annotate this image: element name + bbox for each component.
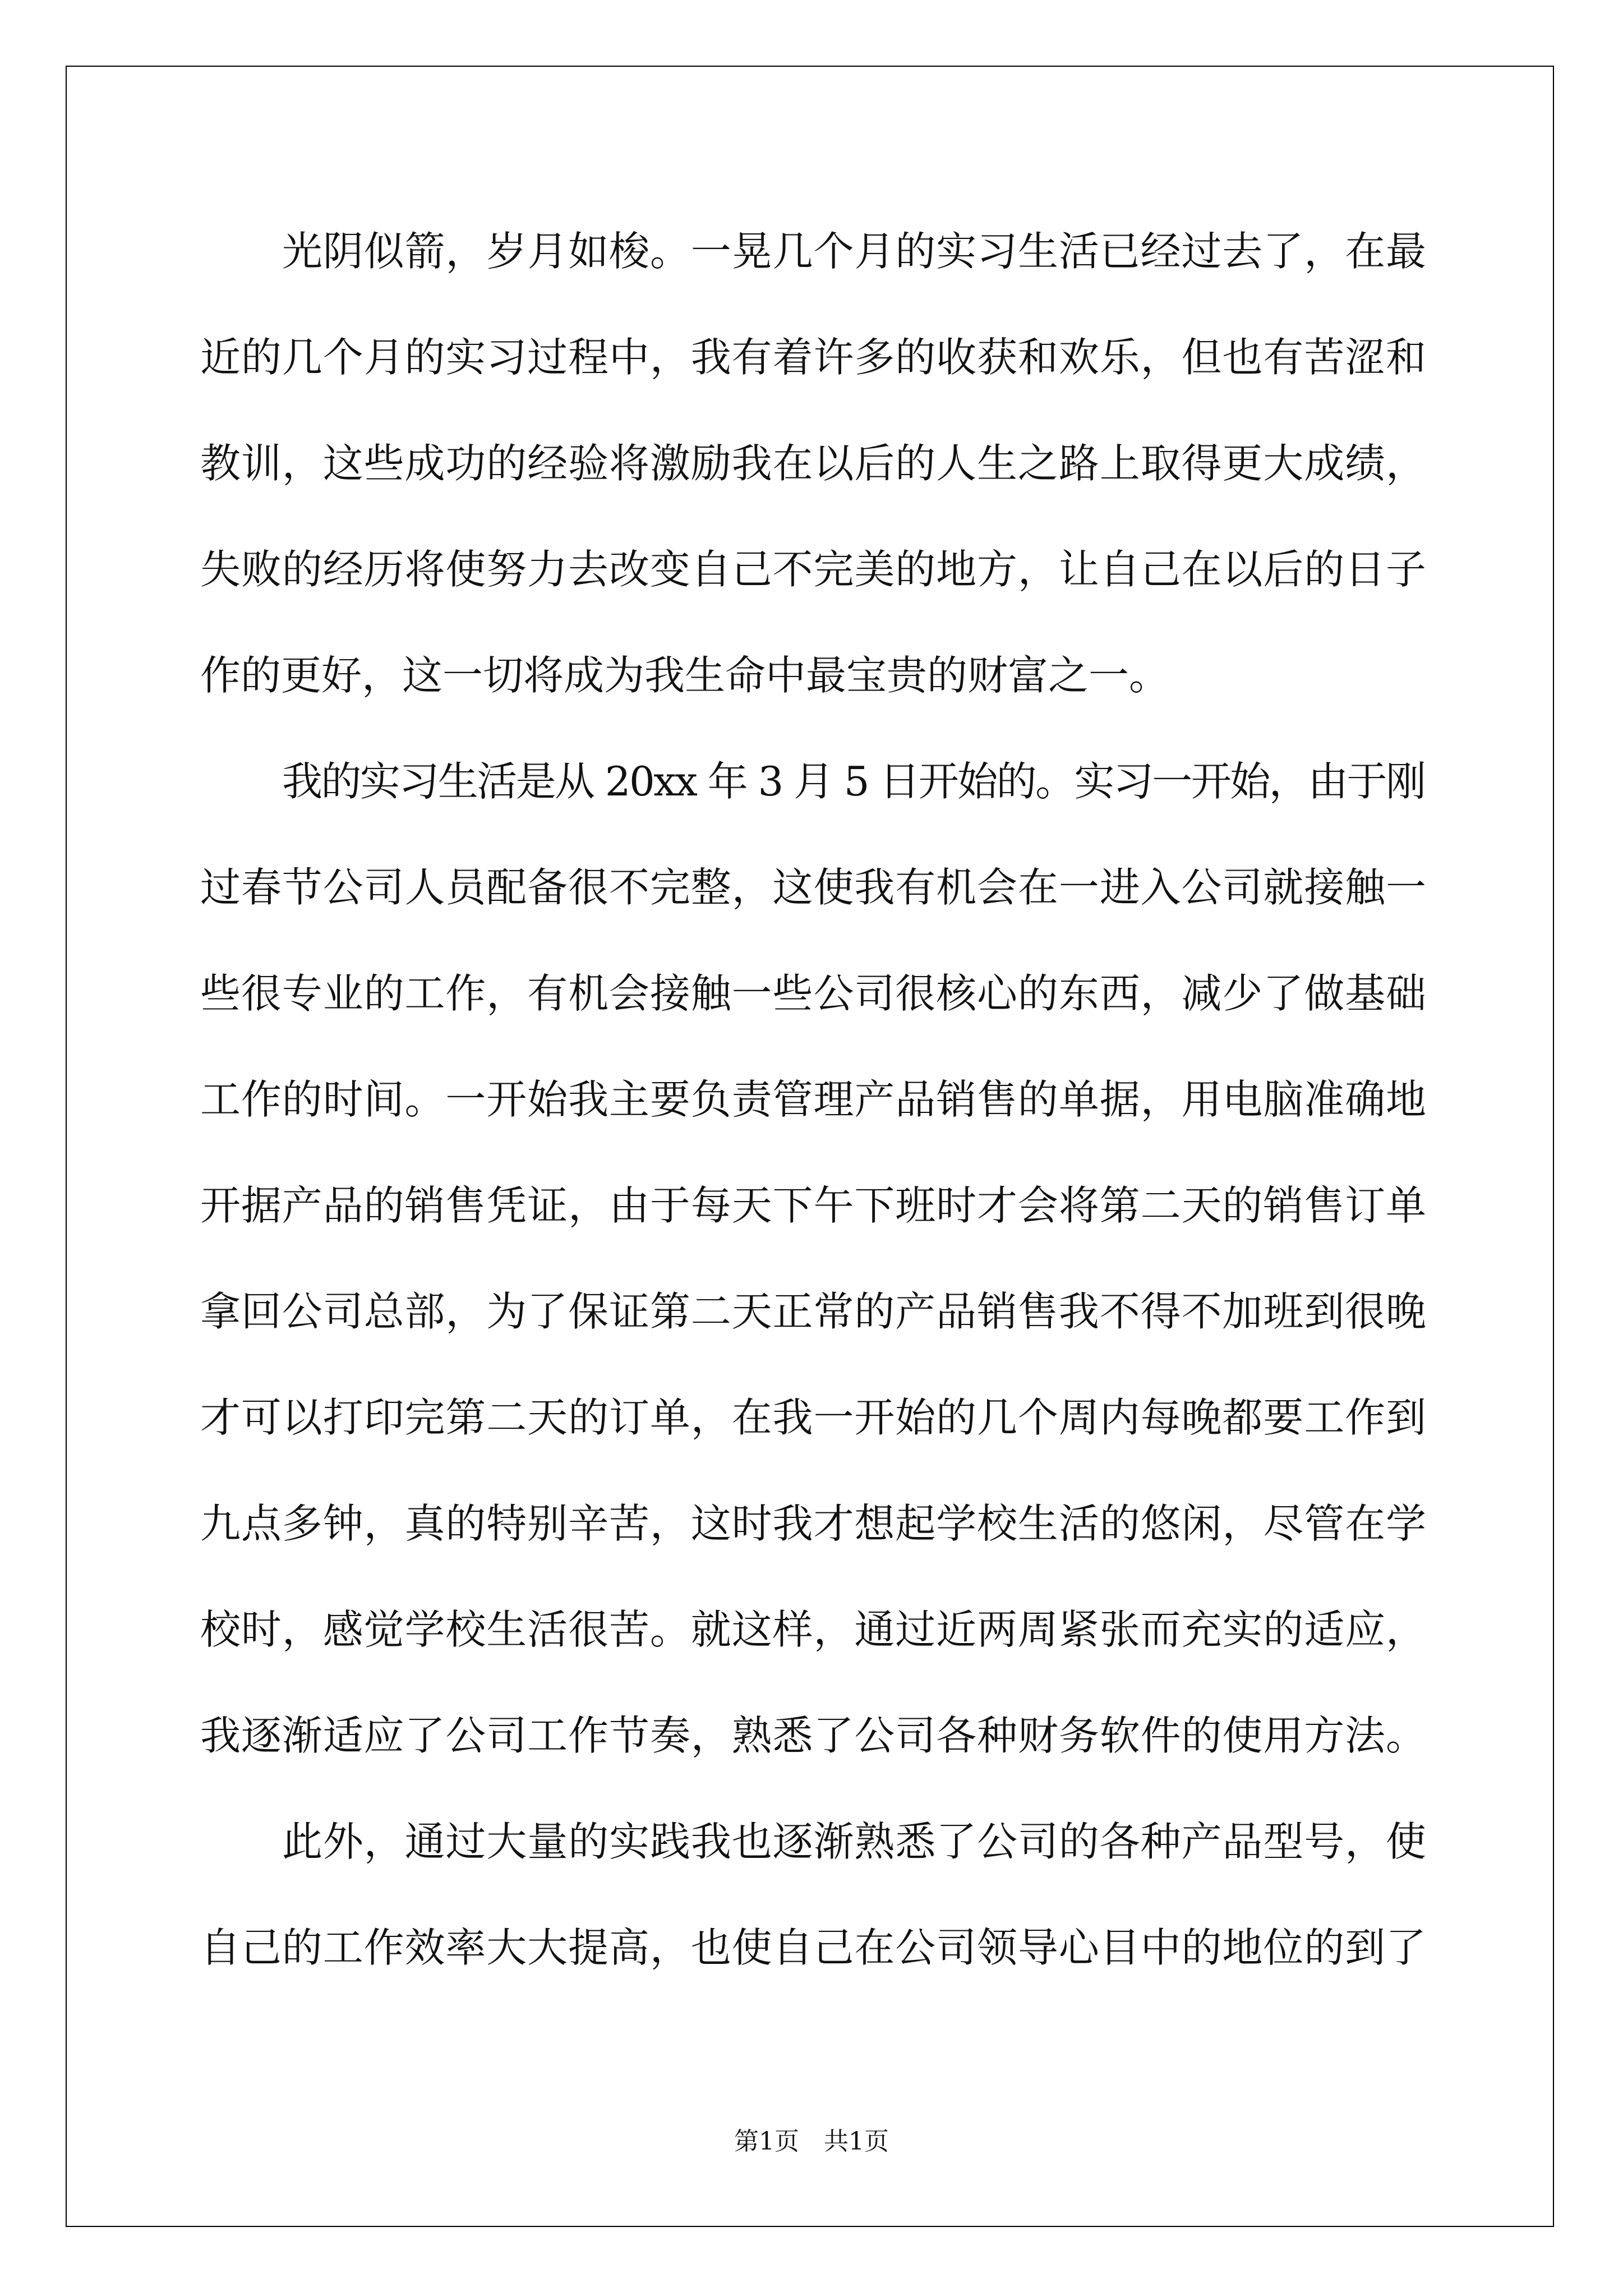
text-line: 些很专业的工作，有机会接触一些公司很核心的东西，减少了做基础 — [200, 970, 1427, 1017]
text-line: 近的几个月的实习过程中，我有着许多的收获和欢乐，但也有苦涩和 — [200, 334, 1427, 381]
document-body — [200, 199, 1426, 2001]
text-line: 校时，感觉学校生活很苦。就这样，通过近两周紧张而充实的适应， — [200, 1606, 1427, 1653]
text-line: 工作的时间。一开始我主要负责管理产品销售的单据，用电脑准确地 — [200, 1076, 1427, 1123]
text-line: 教训，这些成功的经验将激励我在以后的人生之路上取得更大成绩， — [200, 440, 1427, 487]
paragraph — [200, 199, 1426, 729]
text-line: 失败的经历将使努力去改变自己不完美的地方，让自己在以后的日子 — [200, 546, 1427, 593]
text-line: 我逐渐适应了公司工作节奏，熟悉了公司各种财务软件的使用方法。 — [200, 1712, 1427, 1759]
page-number-footer: 第1页 共1页 — [734, 2127, 889, 2156]
text-line: 我的实习生活是从 20xx 年 3 月 5 日开始的。实习一开始，由于刚 — [282, 758, 1425, 805]
text-line: 开据产品的销售凭证，由于每天下午下班时才会将第二天的销售订单 — [200, 1182, 1427, 1229]
text-line: 作的更好，这一切将成为我生命中最宝贵的财富之一。 — [200, 652, 1170, 699]
text-line: 过春节公司人员配备很不完整，这使我有机会在一进入公司就接触一 — [200, 864, 1427, 911]
text-line: 才可以打印完第二天的订单，在我一开始的几个周内每晚都要工作到 — [200, 1394, 1427, 1441]
text-line: 自己的工作效率大大提高，也使自己在公司领导心目中的地位的到了 — [200, 1924, 1427, 1971]
text-line: 光阴似箭，岁月如梭。一晃几个月的实习生活已经过去了，在最 — [282, 228, 1427, 275]
text-line: 此外，通过大量的实践我也逐渐熟悉了公司的各种产品型号，使 — [282, 1818, 1427, 1865]
text-line: 九点多钟，真的特别辛苦，这时我才想起学校生活的悠闲，尽管在学 — [200, 1500, 1427, 1547]
text-line: 拿回公司总部，为了保证第二天正常的产品销售我不得不加班到很晚 — [200, 1288, 1427, 1335]
paragraph — [200, 729, 1426, 1789]
paragraph — [200, 1789, 1426, 2001]
